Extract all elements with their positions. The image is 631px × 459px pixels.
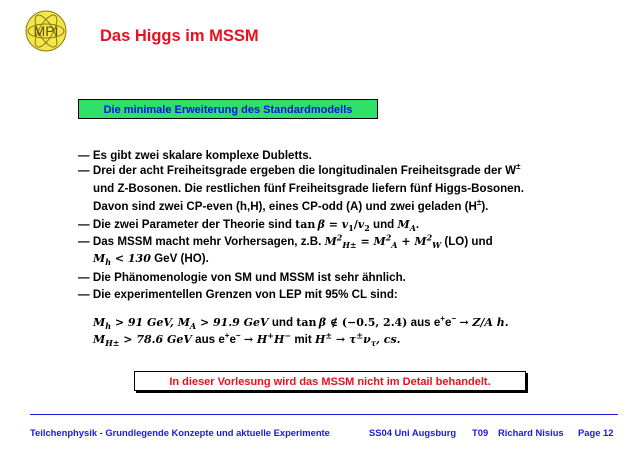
bullet-5: — Die Phänomenologie von SM und MSSM ist sehr ähnlich. [78, 271, 406, 284]
note-text: In dieser Vorlesung wird das MSSM nicht im Detail behandelt. [169, 376, 491, 388]
bullet-3: — Die zwei Parameter der Theorie sind $\tan \beta = v_1/v_2$ und $M_A$. [78, 218, 420, 234]
footer-page: Page 12 [578, 427, 614, 438]
limit-line-1: $M_h > 91$ GeV, $M_A > 91.9$ GeV und tan β ∉ (−0.5, 2.4) aus e+e− → Z/A h. [93, 314, 509, 332]
formula-process-2: → H+H− [243, 330, 292, 346]
mpi-logo [25, 10, 67, 52]
limit-line-2: $M_{H\pm} > 78.6$ GeV aus e+e− → H+H− mit $H^\pm \to \tau^\pm\nu_\tau$, cs. [93, 330, 401, 349]
bullet-4-line-2: $M_h < 130$ GeV (HO). [93, 252, 209, 268]
formula-tanbeta-range: tan β ∉ (−0.5, 2.4) [296, 316, 408, 329]
bullet-1: — Es gibt zwei skalare komplexe Dubletts. [78, 149, 312, 162]
footer-divider [30, 414, 618, 415]
bullet-6: — Die experimentellen Grenzen von LEP mit 95% CL sind: [78, 288, 398, 301]
bullet-2: — Drei der acht Freiheitsgrade ergeben die longitudinalen Freiheitsgrade der W± [78, 162, 521, 177]
formula-ma: $M_A$ [397, 218, 416, 234]
formula-mass-relation: $M^2_{H\pm} = M^2_A + M^2_W$ [324, 232, 442, 251]
formula-process-1: → Z/A h. [459, 316, 509, 329]
svg-text:MPI: MPI [33, 23, 59, 39]
section-heading-box [78, 99, 378, 119]
footer-code: T09 [472, 427, 489, 438]
page-title: Das Higgs im MSSM [100, 27, 259, 45]
formula-limit-mh: $M_h > 91$ GeV, $M_A > 91.9$ GeV [93, 316, 269, 332]
footer-term: SS04 Uni Augsburg [369, 427, 457, 438]
bullet-4: — Das MSSM macht mehr Vorhersagen, z.B. $M^2_{H\pm} = M^2_A + M^2_W$ (LO) und [78, 232, 493, 251]
formula-decay: $H^\pm \to \tau^\pm\nu_\tau$, cs. [314, 330, 401, 349]
formula-tanbeta: $\tan \beta = v_1/v_2$ [295, 218, 370, 234]
note-box [134, 371, 526, 391]
bullet-2-line-2: und Z-Bosonen. Die restlichen fünf Freiheitsgrade liefern fünf Higgs-Bosonen. [93, 182, 524, 195]
formula-limit-mhpm: $M_{H\pm} > 78.6$ GeV [93, 333, 192, 349]
bullet-2-line-3: Davon sind zwei CP-even (h,H), eines CP-odd (A) und zwei geladen (H±). [93, 198, 489, 213]
formula-mh-bound: $M_h < 130$ [93, 252, 151, 268]
footer-course: Teilchenphysik - Grundlegende Konzepte und aktuelle Experimente [30, 427, 330, 438]
section-heading: Die minimale Erweiterung des Standardmodells [103, 104, 353, 116]
footer-author: Richard Nisius [498, 427, 564, 438]
